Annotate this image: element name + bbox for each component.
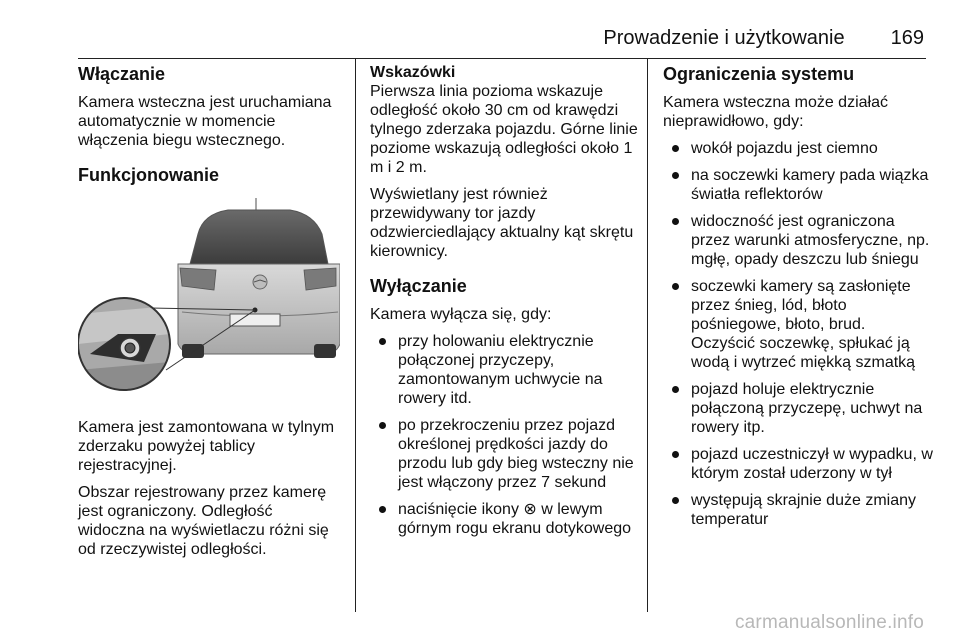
limitations-intro: Kamera wsteczna może działać nieprawidłowo, gdy: bbox=[663, 94, 888, 130]
section-heading-activation: Włączanie bbox=[78, 64, 166, 84]
bullet-icon bbox=[672, 218, 679, 225]
rear-camera-figure bbox=[78, 194, 340, 410]
header-divider bbox=[78, 58, 926, 59]
section-heading-deactivation: Wyłączanie bbox=[370, 276, 467, 296]
page-number: 169 bbox=[890, 27, 924, 49]
column-1 bbox=[78, 63, 340, 567]
bullet-icon bbox=[379, 422, 386, 429]
list-item: pojazd holuje elektrycznie połączoną przyczepę, uchwyt na rowery itp. bbox=[663, 380, 933, 437]
watermark: carmanualsonline.info bbox=[734, 612, 924, 633]
list-item: po przekroczeniu przez pojazd określonej prędkości jazdy do przodu lub gdy bieg wsteczny nie jest włączony przez 7 sekund bbox=[370, 416, 638, 492]
column-divider-1 bbox=[355, 59, 356, 612]
list-item: naciśnięcie ikony ⊗ w lewym górnym rogu ekranu dotykowego bbox=[370, 500, 638, 538]
camera-location-text: Kamera jest zamontowana w tylnym zderzaku powyżej tablicy rejestracyjnej. bbox=[78, 419, 335, 474]
camera-range-text: Obszar rejestrowany przez kamerę jest ograniczony. Odległość widoczna na wyświetlaczu różni się od rzeczywistej odległości. bbox=[78, 484, 329, 558]
list-item: pojazd uczestniczył w wypadku, w którym został uderzony w tył bbox=[663, 445, 933, 483]
column-2 bbox=[370, 63, 638, 546]
bullet-icon bbox=[379, 506, 386, 513]
list-item: soczewki kamery są zasłonięte przez śnieg, lód, błoto pośniegowe, błoto, brud. Oczyścić soczewkę, spłukać ją wodą i wytrzeć miękką szmatką bbox=[663, 277, 933, 372]
activation-text: Kamera wsteczna jest uruchamiana automatycznie w momencie włączenia biegu wstecznego. bbox=[78, 94, 332, 149]
bullet-icon bbox=[379, 338, 386, 345]
list-item: widoczność jest ograniczona przez warunki atmosferyczne, np. mgłę, opady deszczu lub śniegu bbox=[663, 212, 933, 269]
note-text: Pierwsza linia pozioma wskazuje odległość około 30 cm od krawędzi tylnego zderzaka pojazdu. Górne linie poziome wskazują odległości około 1 m i 2 m. bbox=[370, 83, 638, 176]
deactivation-intro: Kamera wyłącza się, gdy: bbox=[370, 306, 552, 323]
note-title: Wskazówki bbox=[370, 64, 456, 81]
list-item: na soczewki kamery pada wiązka światła reflektorów bbox=[663, 166, 933, 204]
bullet-icon bbox=[672, 451, 679, 458]
bullet-icon bbox=[672, 497, 679, 504]
column-3 bbox=[663, 63, 933, 537]
bullet-icon bbox=[672, 145, 679, 152]
bullet-icon bbox=[672, 386, 679, 393]
car-rear-illustration bbox=[78, 194, 340, 410]
bullet-icon bbox=[672, 283, 679, 290]
list-item: występują skrajnie duże zmiany temperatur bbox=[663, 491, 933, 529]
section-heading-operation: Funkcjonowanie bbox=[78, 165, 220, 185]
limitations-list bbox=[663, 139, 933, 529]
page-header bbox=[603, 26, 924, 50]
column-divider-2 bbox=[647, 59, 648, 612]
bullet-icon bbox=[672, 172, 679, 179]
list-item: wokół pojazdu jest ciemno bbox=[663, 139, 933, 158]
page-title: Prowadzenie i użytkowanie bbox=[603, 27, 845, 49]
list-item: przy holowaniu elektrycznie połączonej przyczepy, zamontowanym uchwycie na rowery itd. bbox=[370, 332, 638, 408]
predicted-path-text: Wyświetlany jest również przewidywany tor jazdy odzwierciedlający aktualny kąt skrętu kierownicy. bbox=[370, 186, 634, 260]
deactivation-list bbox=[370, 332, 638, 538]
section-heading-limitations: Ograniczenia systemu bbox=[663, 64, 855, 84]
